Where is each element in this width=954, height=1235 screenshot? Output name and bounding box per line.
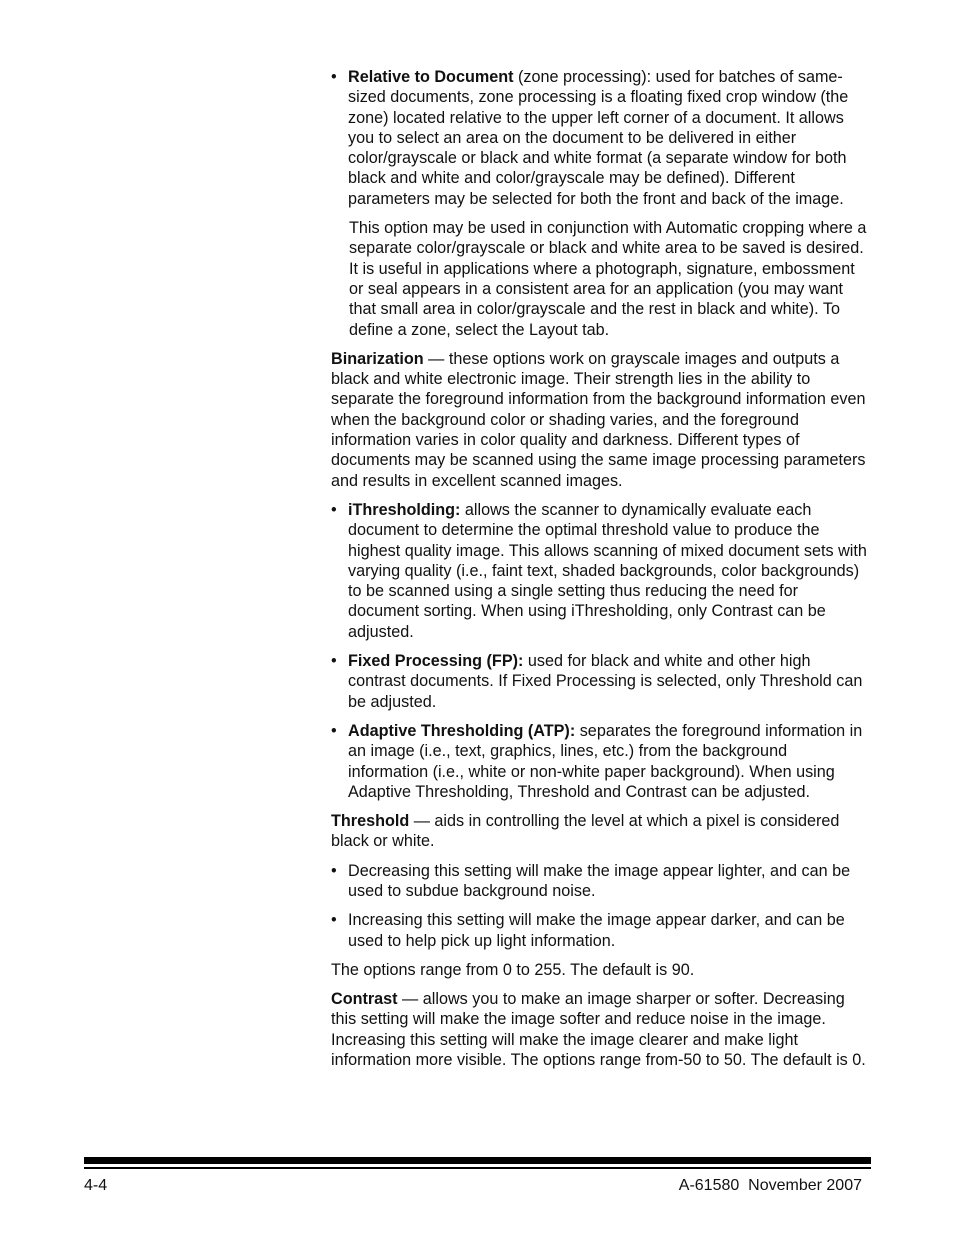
threshold-increase-text: Increasing this setting will make the image appear darker, and can be used to help pick up light information. [348, 911, 845, 950]
threshold-text: — aids in controlling the level at which a pixel is considered black or white. [331, 812, 840, 851]
binarization-term: Binarization [331, 349, 424, 368]
threshold-decrease-item [331, 861, 871, 902]
footer-rule-thin [84, 1167, 871, 1169]
ithresholding-term: iThresholding: [348, 500, 461, 519]
bullet-marker: • [331, 911, 337, 930]
relative-to-document-text: (zone processing): used for batches of same-sized documents, zone processing is a floating fixed crop window (the zone) located relative to the upper left corner of a document. It allows you to select an area on the document to be delivered in either color/grayscale or black and white format (a separate window for both black and white and color/grayscale may be defined). Different parameters may be selected for both the front and back of the image. [348, 68, 849, 208]
contrast-term: Contrast [331, 990, 398, 1009]
adaptive-thresholding-text: separates the foreground information in an image (i.e., text, graphics, lines, etc.) from the background information (i.e., white or non-white paper background). When using Adaptive Thresholding, Threshold and Contrast can be adjusted. [348, 721, 863, 801]
threshold-paragraph [331, 811, 871, 852]
relative-to-document-note: This option may be used in conjunction with Automatic cropping where a separate color/grayscale or black and white area to be saved is desired. It is useful in applications where a photograph, signature, embossment or seal appears in a consistent area for an application (you may want that small area in color/grayscale and the rest in black and white). To define a zone, select the Layout tab. [349, 219, 867, 339]
fixed-processing-item [331, 651, 871, 712]
ithresholding-item [331, 500, 871, 642]
fixed-processing-term: Fixed Processing (FP): [348, 652, 524, 671]
contrast-paragraph [331, 989, 871, 1070]
adaptive-thresholding-term: Adaptive Thresholding (ATP): [348, 721, 576, 740]
threshold-range: The options range from 0 to 255. The default is 90. [331, 960, 695, 979]
page-content [331, 67, 871, 1079]
adaptive-thresholding-item [331, 721, 871, 802]
bullet-marker: • [331, 861, 337, 880]
contrast-text: — allows you to make an image sharper or softer. Decreasing this setting will make the image softer and reduce noise in the image. Increasing this setting will make the image clearer and make light information more visible. The options range from-50 to 50. The default is 0. [331, 990, 866, 1070]
bullet-marker: • [331, 652, 337, 671]
binarization-paragraph [331, 349, 871, 491]
fixed-processing-text: used for black and white and other high contrast documents. If Fixed Processing is selected, only Threshold can be adjusted. [348, 652, 863, 711]
threshold-decrease-text: Decreasing this setting will make the image appear lighter, and can be used to subdue background noise. [348, 861, 851, 900]
document-id [679, 1176, 862, 1196]
page-number: 4-4 [84, 1177, 108, 1194]
threshold-term: Threshold [331, 812, 410, 831]
relative-to-document-term: Relative to Document [348, 68, 514, 86]
bullet-marker: • [331, 68, 337, 86]
threshold-increase-item [331, 910, 871, 951]
relative-to-document-item [331, 67, 871, 209]
binarization-text: — these options work on grayscale images and outputs a black and white electronic image. Their strength lies in the ability to separate the foreground information from the background information even when the background color or shading varies, and the foreground information varies in color quality and darkness. Different types of documents may be scanned using the same image processing parameters and results in excellent scanned images. [331, 349, 866, 490]
ithresholding-text: allows the scanner to dynamically evaluate each document to determine the optimal threshold value to produce the highest quality image. This allows scanning of mixed document sets with varying quality (i.e., faint text, shaded backgrounds, color backgrounds) to be scanned using a single setting thus reducing the need for document sorting. When using iThresholding, only Contrast can be adjusted. [348, 500, 867, 641]
bullet-marker: • [331, 721, 337, 740]
document-id-text: A-61580 November 2007 [678, 1177, 862, 1194]
bullet-marker: • [331, 500, 337, 519]
footer-rule-thick [84, 1157, 871, 1164]
